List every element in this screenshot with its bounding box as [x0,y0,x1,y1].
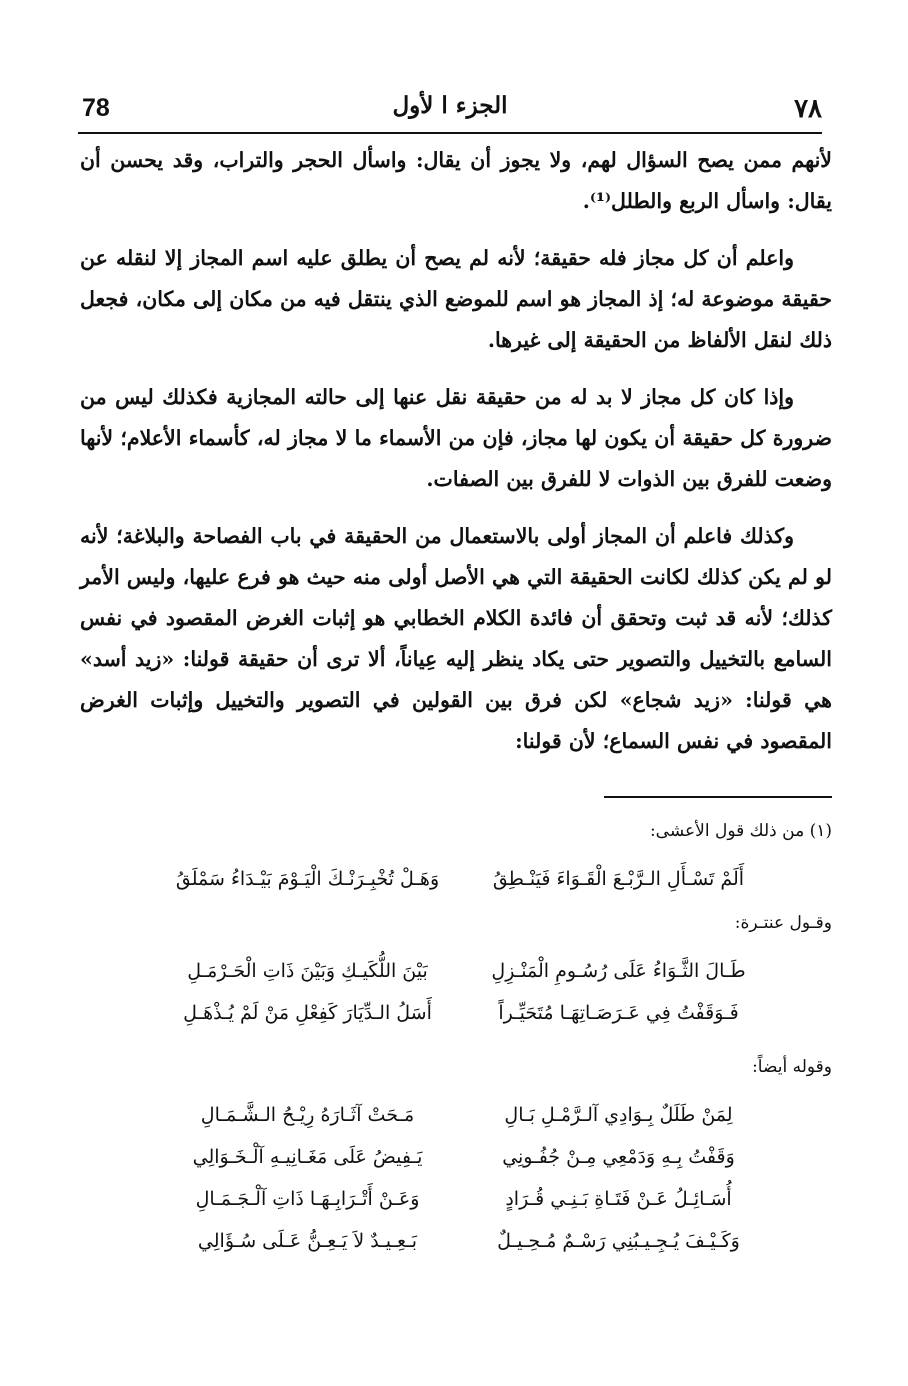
verse-second-hemistich: وَعَـنْ أَتْـرَابِـهَـا ذَاتِ آلْـجَـمَـالِ [195,1188,420,1210]
verse-first-hemistich: طَـالَ الثَّـوَاءُ عَلَى رُسُـومِ الْمَنْـزِلِ [491,960,746,982]
footnote-intro: (١) من ذلك قول الأعشى: [649,821,832,841]
verse-line [152,1220,774,1262]
paragraph: وكذلك فاعلم أن المجاز أولى بالاستعمال من الحقيقة في باب الفصاحة والبلاغة؛ لأنه لو لم يكن كذلك لكانت الحقيقة التي هي الأصل أولى منه حيث هو فرع عليها، وليس الأمر كذلك؛ لأنه قد ثبت وتحقق أن فائدة الكلام الخطابي هو إثبات الغرض المقصود في نفس السامع بالتخييل والتصوير حتى يكاد ينظر إليه عِياناً، ألا ترى أن حقيقة قولنا: «زيد أسد» هي قولنا: «زيد شجاع» لكن فرق بين القولين في التصوير والتخييل وإثبات الغرض المقصود في نفس السماع؛ لأن قولنا: [80,524,832,753]
verse-first-hemistich: فَـوَقَفْتُ فِي عَـرَصَـاتِهَـا مُتَحَيِّـراً [498,1002,739,1024]
verse-line [152,992,774,1034]
verse-first-hemistich: وَكَـيْـفَ يُـجِـيـبُنِي رَسْـمٌ مُـحِـيـلٌ [497,1230,740,1252]
verse-line [152,950,774,992]
verse-second-hemistich: بَـعِـيـدٌ لاَ يَـعِـنُّ عَـلَى سُـؤَالِي [197,1230,418,1252]
running-title: الجزء ا لأول [392,92,508,119]
main-text [80,140,832,778]
verse-second-hemistich: بَيْنَ اللُّكَيـكِ وَبَيْنَ ذَاتِ الْحَـرْمَـلِ [187,960,428,982]
verse-first-hemistich: وَقَفْتُ بِـهِ وَدَمْعِي مِـنْ جُفُـونِي [502,1146,735,1168]
paragraph: وإذا كان كل مجاز لا بد له من حقيقة نقل عنها إلى حالته المجازية فكذلك ليس من ضرورة كل حقيقة أن يكون لها مجاز، فإن من الأسماء ما لا مجاز له، كأسماء الأعلام؛ لأنها وضعت للفرق بين الذوات لا للفرق بين الصفات. [80,385,832,491]
footnote-intro: وقـول عنتـرة: [734,913,832,933]
paragraph: لأنهم ممن يصح السؤال لهم، ولا يجوز أن يقال: واسأل الحجر والتراب، وقد يحسن أن يقال: واسأل الربع والطلل⁽¹⁾. [80,148,832,213]
verse-block [152,1094,774,1262]
page-header [78,88,822,134]
footnotes [80,814,832,1268]
verse-first-hemistich: لِمَنْ طَلَلٌ بِـوَادِي آلـرَّمْـلِ بَـالِ [504,1104,733,1126]
verse-second-hemistich: وَهَـلْ تُخْبِـرَنْـكَ الْيَـوْمَ بَيْـدَاءُ سَمْلَقُ [175,868,440,890]
paragraph: واعلم أن كل مجاز فله حقيقة؛ لأنه لم يصح أن يطلق عليه اسم المجاز إلا لنقله عن حقيقة موضوعة له؛ إذ المجاز هو اسم للموضع الذي ينتقل فيه من مكان إلى مكان، فجعل ذلك لنقل الألفاظ من الحقيقة إلى غيرها. [80,246,832,352]
verse-line [152,1178,774,1220]
verse-second-hemistich: مَـحَتْ آثَـارَهُ رِيْـحُ الـشَّـمَـالِ [200,1104,415,1126]
footnote-separator [604,796,832,798]
verse-line [152,1136,774,1178]
verse-line [152,858,774,900]
verse-first-hemistich: أُسَـائِـلُ عَـنْ فَتَـاةِ بَـنِـي قُـرَادٍ [505,1188,732,1210]
verse-line [152,1094,774,1136]
verse-first-hemistich: أَلَمْ تَسْـأَلِ الـرَّبْـعَ الْقَـوَاءَ فَيَنْـطِقُ [492,868,745,890]
verse-block [152,950,774,1034]
verse-second-hemistich: أَسَلُ الـدِّيَارَ كَفِعْلِ مَنْ لَمْ يُـذْهَـلِ [183,1002,432,1024]
footnote-intro: وقوله أيضاً: [752,1057,832,1077]
verse-block [152,858,774,900]
page-number-latin: 78 [82,94,110,122]
page-number-arabic: ٧٨ [794,94,822,124]
verse-second-hemistich: يَـفِيضُ عَلَى مَغَـانِيـهِ آلْـخَـوَالِي [192,1146,423,1168]
